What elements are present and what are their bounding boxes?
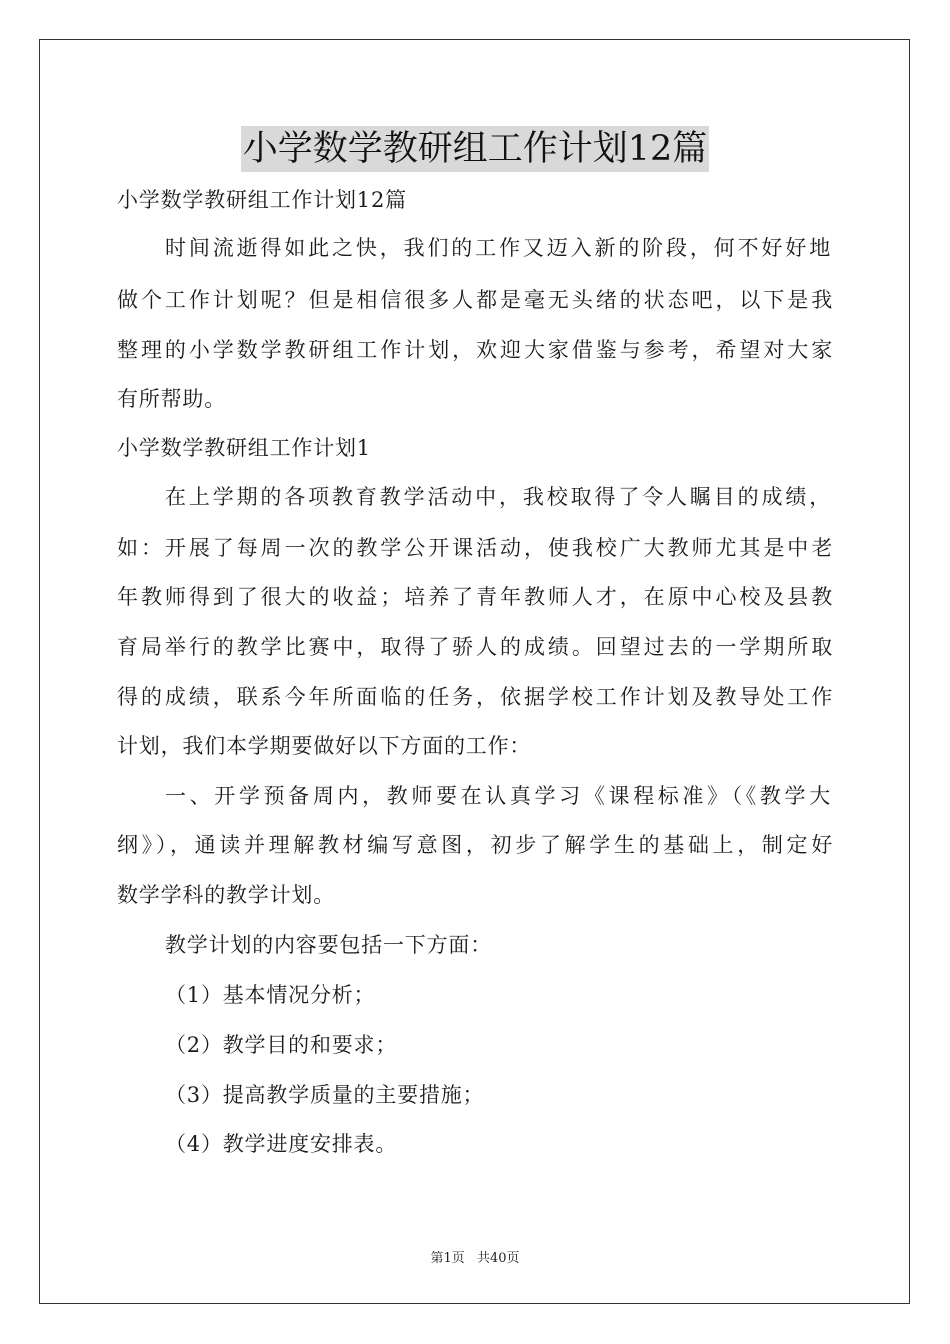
list-item: （3）提高教学质量的主要措施； [165, 1083, 485, 1107]
page-border [39, 39, 910, 1304]
paragraph-line: 教学计划的内容要包括一下方面： [165, 933, 492, 957]
paragraph-line: 如：开展了每周一次的教学公开课活动，使我校广大教师尤其是中老 [117, 536, 833, 560]
paragraph-line: 一、开学预备周内，教师要在认真学习《课程标准》（《教学大 [165, 784, 831, 808]
list-item: （4）教学进度安排表。 [165, 1132, 398, 1156]
page-total: 共40页 [476, 1251, 520, 1266]
paragraph-line: 时间流逝得如此之快，我们的工作又迈入新的阶段，何不好好地 [165, 236, 831, 260]
paragraph-line: 在上学期的各项教育教学活动中，我校取得了令人瞩目的成绩， [165, 485, 831, 509]
paragraph-line: 整理的小学数学教研组工作计划，欢迎大家借鉴与参考，希望对大家 [117, 338, 833, 362]
page-footer [0, 1247, 950, 1266]
title-container [0, 126, 950, 172]
paragraph-line: 计划，我们本学期要做好以下方面的工作： [117, 734, 532, 758]
section-heading: 小学数学教研组工作计划1 [117, 436, 371, 460]
paragraph-line: 做个工作计划呢？但是相信很多人都是毫无头绪的状态吧，以下是我 [117, 288, 833, 312]
paragraph-line: 得的成绩，联系今年所面临的任务，依据学校工作计划及教导处工作 [117, 685, 833, 709]
document-subtitle: 小学数学教研组工作计划12篇 [117, 188, 407, 212]
paragraph-line: 有所帮助。 [117, 387, 226, 411]
paragraph-line: 年教师得到了很大的收益；培养了青年教师人才，在原中心校及县教 [117, 585, 833, 609]
paragraph-line: 数学学科的教学计划。 [117, 883, 335, 907]
document-title: 小学数学教研组工作计划12篇 [241, 126, 710, 172]
paragraph-line: 育局举行的教学比赛中，取得了骄人的成绩。回望过去的一学期所取 [117, 635, 833, 659]
list-item: （1）基本情况分析； [165, 983, 376, 1007]
paragraph-line: 纲》），通读并理解教材编写意图，初步了解学生的基础上，制定好 [117, 833, 833, 857]
list-item: （2）教学目的和要求； [165, 1033, 398, 1057]
page-number: 第1页 [430, 1251, 465, 1266]
